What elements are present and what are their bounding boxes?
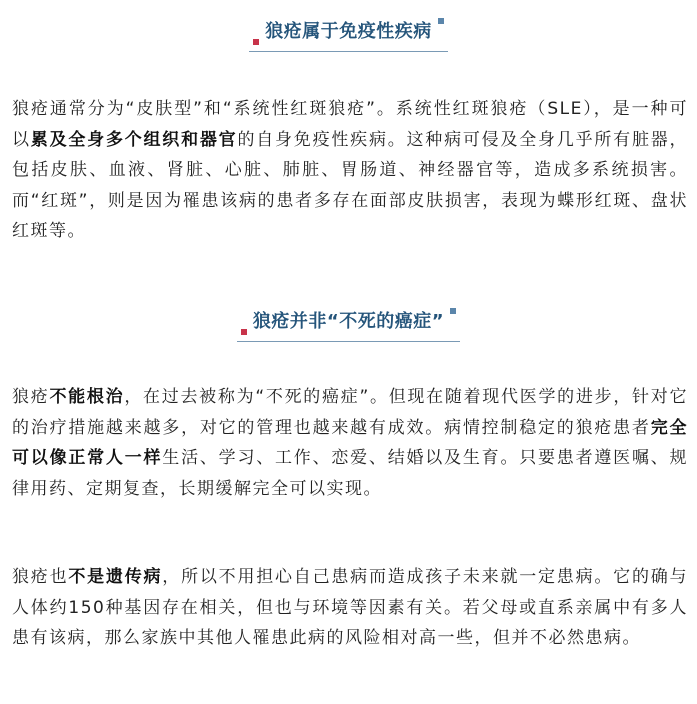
blue-square-icon [450,308,456,314]
paragraph-text: 狼疮通常分为“皮肤型”和“系统性红斑狼疮”。系统性红斑狼疮（SLE），是一种可以 [12,99,688,150]
paragraph-text: 生活、学习、工作、恋爱、结婚以及生育。只要患者遵医嘱、规律用药、定期复查，长期缓解完全可以实现。 [12,448,689,499]
section-heading-1-title: 狼疮属于免疫性疾病 [265,21,432,42]
paragraph-not-curable [12,382,688,504]
heading-underline [237,341,460,342]
emphasis-text: 不能根治 [49,387,125,407]
section-heading-2 [0,310,697,342]
blue-square-icon [438,18,444,24]
section-heading-1 [0,20,697,52]
paragraph-text: ，所以不用担心自己患病而造成孩子未来就一定患病。它的确与人体约150种基因存在相关，但也与环境等因素有关。若父母或直系亲属中有多人患有该病，那么家族中其他人罹患此病的风险相对高一些，但并不必然患病。 [12,567,689,648]
paragraph-lupus-types [12,94,688,247]
paragraph-text: ，在过去被称为“不死的癌症”。但现在随着现代医学的进步，针对它的治疗措施越来越多，对它的管理也越来越有成效。病情控制稳定的狼疮患者 [12,387,688,438]
paragraph-text: 的自身免疫性疾病。这种病可侵及全身几乎所有脏器，包括皮肤、血液、肾脏、心脏、肺脏、胃肠道、神经器官等，造成多系统损害。而“红斑”，则是因为罹患该病的患者多存在面部皮肤损害，表现为蝶形红斑、盘状红斑等。 [12,129,689,241]
red-square-icon [241,329,247,335]
emphasis-text: 不是遗传病 [68,567,163,587]
paragraph-not-hereditary [12,562,688,654]
section-heading-1-box [249,20,448,52]
emphasis-text: 完全可以像正常人一样 [12,417,689,468]
section-heading-2-box [237,310,460,342]
paragraph-text: 狼疮 [12,387,50,407]
section-heading-2-title: 狼疮并非“不死的癌症” [252,311,445,332]
paragraph-text: 狼疮也 [12,567,69,587]
emphasis-text: 累及全身多个组织和器官 [30,129,238,150]
heading-underline [249,51,448,52]
red-square-icon [253,39,259,45]
